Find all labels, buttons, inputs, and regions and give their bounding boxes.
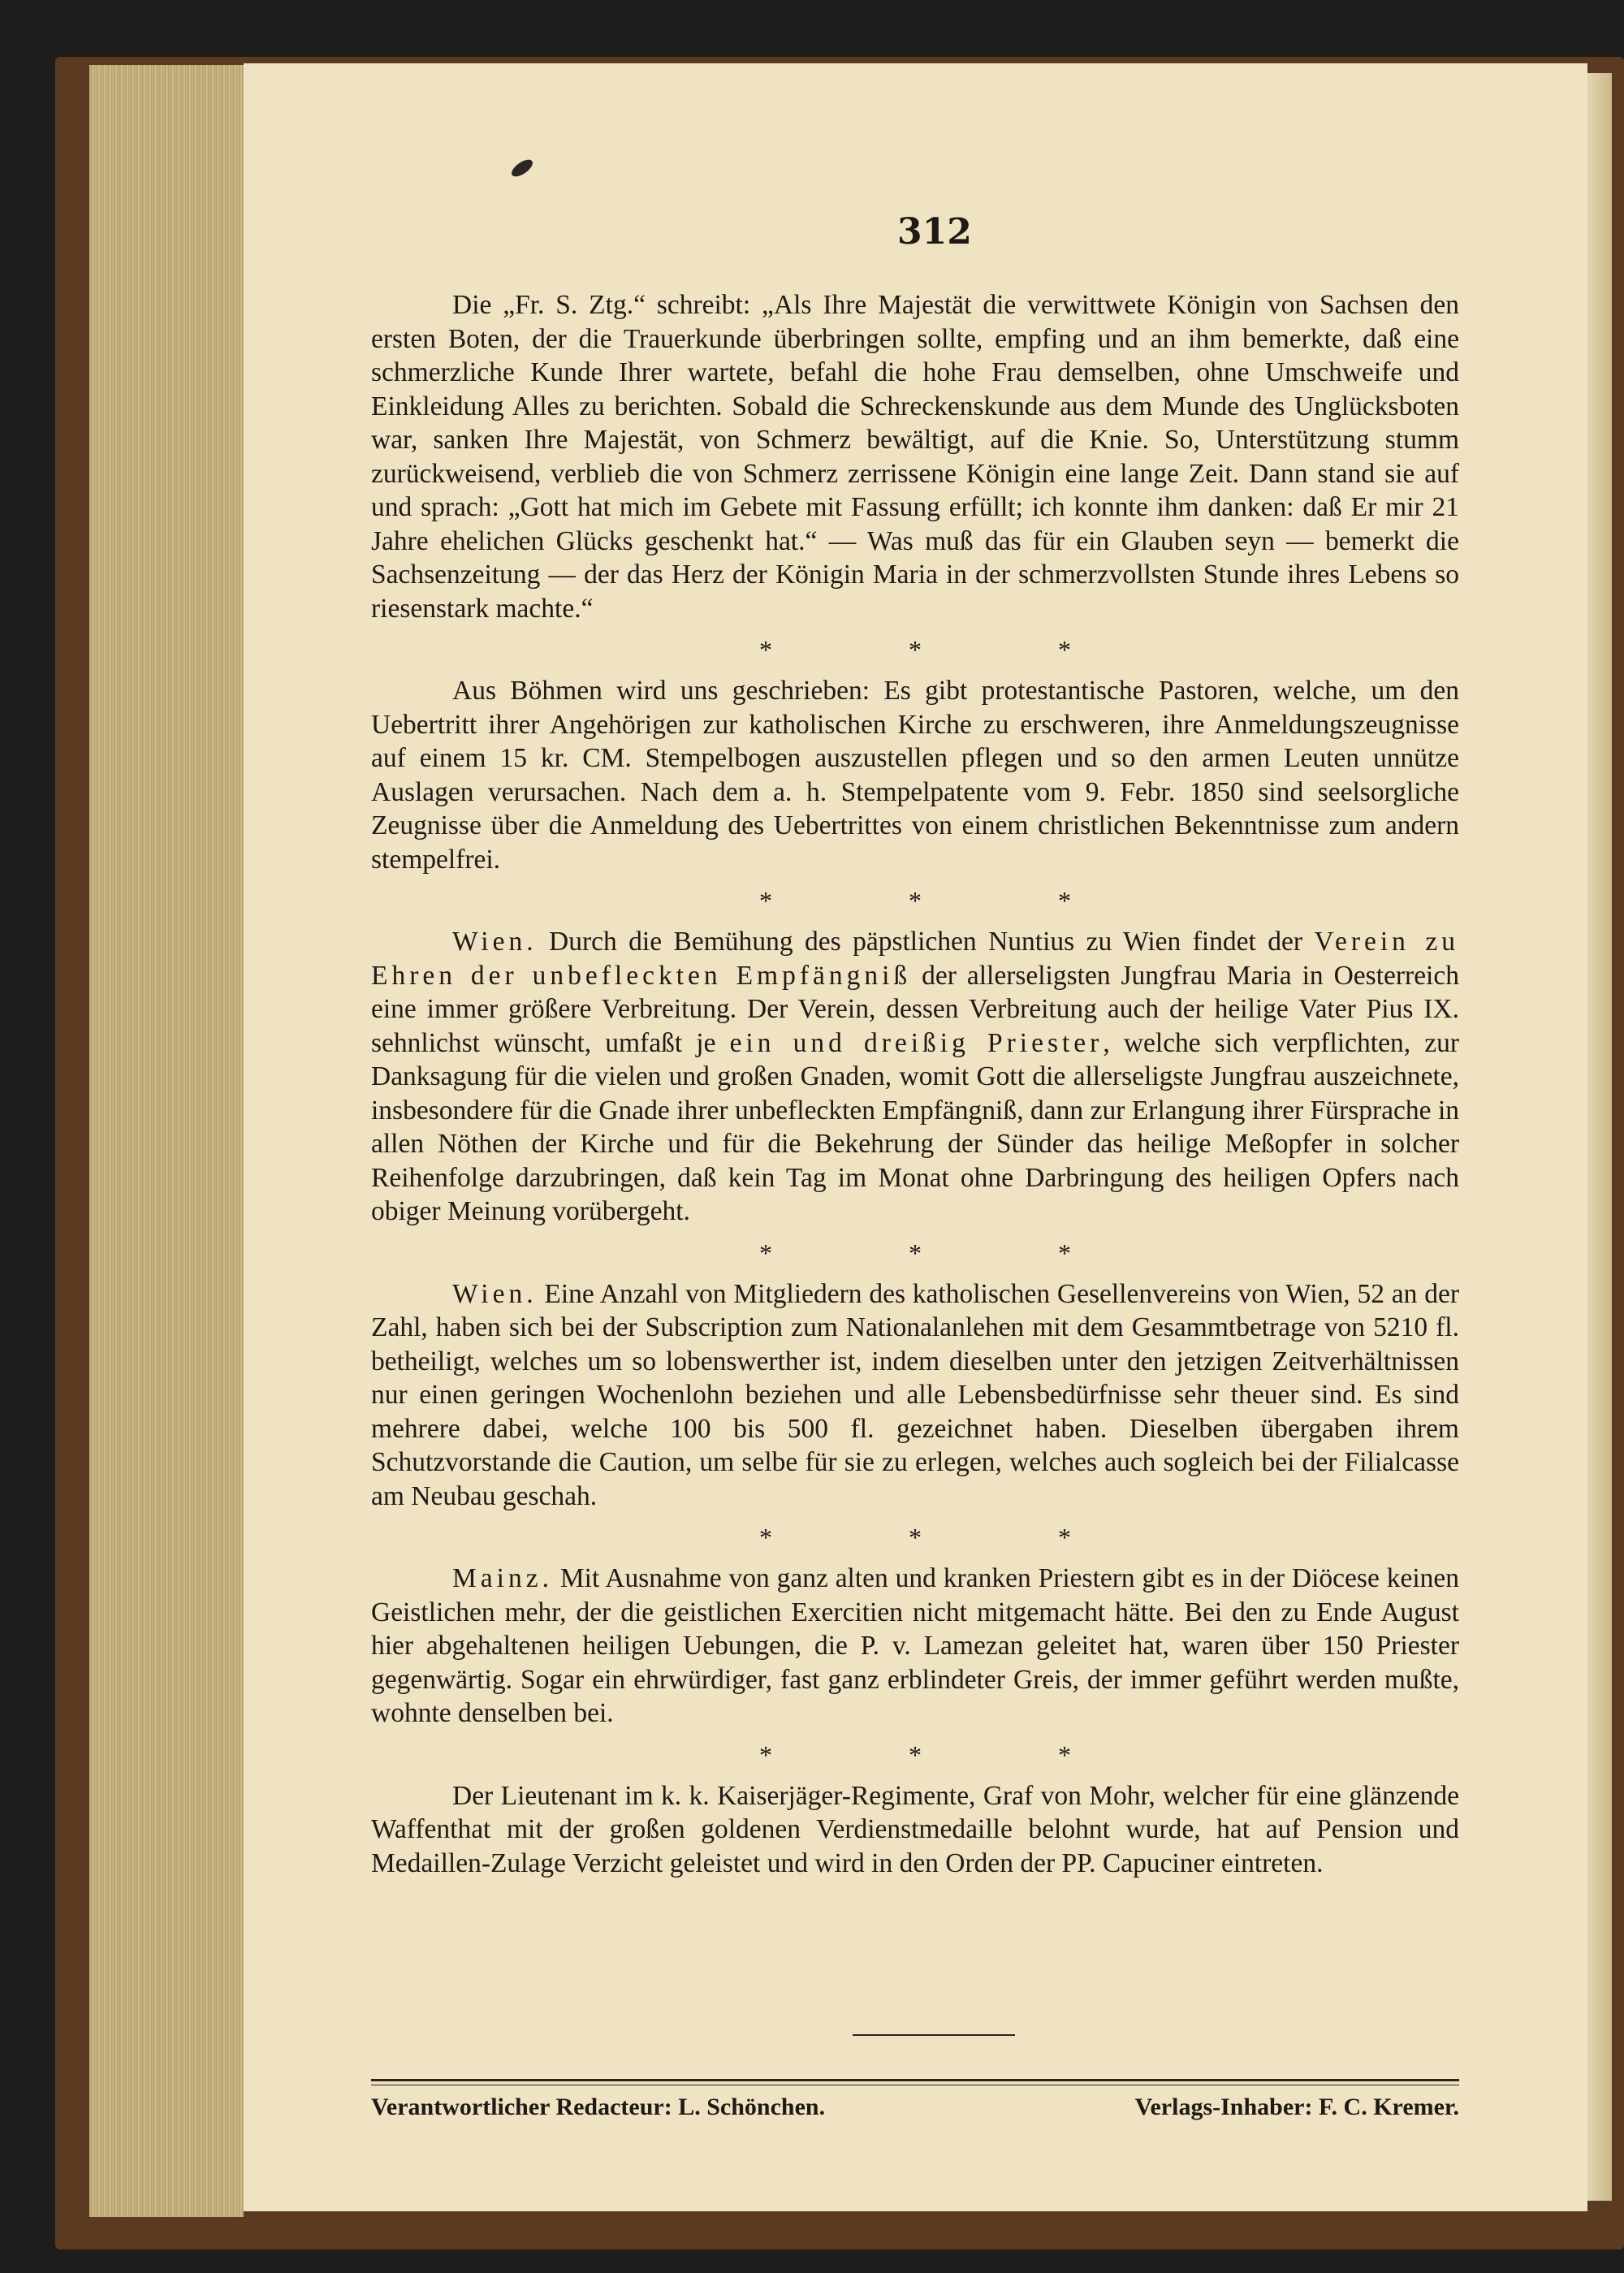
paragraph-text: Durch die Bemühung des päpstlichen Nuntius zu Wien findet der — [537, 927, 1315, 957]
body-text — [371, 288, 1459, 1880]
paragraph-lieutenant: Der Lieutenant im k. k. Kaiserjäger-Regimente, Graf von Mohr, welcher für eine glänzende Waffenthat mit der großen goldenen Verdienstmedaille belohnt wurde, hat auf Pension und Medaillen-Zulage Verzicht geleistet und wird in den Orden der PP. Capuciner eintreten. — [371, 1780, 1459, 1878]
place-lead: Mainz. — [452, 1563, 553, 1593]
paragraph-text: der allerseligsten Jungfrau Maria in Oesterreich eine immer größere Verbreitung. Der Verein, dessen Verbreitung auch der heilige Vater Pius IX. sehnlichst wünscht, umfaßt je — [371, 960, 1459, 1058]
end-rule — [853, 2034, 1015, 2036]
paragraph-text: Eine Anzahl von Mitgliedern des katholischen Gesellenvereins von Wien, 52 an der Zahl, haben sich bei der Subscription zum Nationalanlehen mit dem Gesammtbetrage von 5210 fl. betheiligt, welches um so lobenswerther ist, indem dieselben unter den jetzigen Zeitverhältnissen nur einen geringen Wochenlohn beziehen und alle Lebensbedürfnisse sehr theuer sind. Es sind mehrere dabei, welche 100 bis 500 fl. gezeichnet haben. Dieselben übergaben ihrem Schutzvorstande die Caution, um selbe für sie zu erlegen, welches auch sogleich bei der Filialcasse am Neubau geschah. — [371, 1278, 1459, 1511]
paragraph-mainz — [371, 1562, 1459, 1731]
page-number: 312 — [897, 211, 972, 253]
footer-publisher: Verlags-Inhaber: F. C. Kremer. — [1134, 2094, 1459, 2120]
footer-rule — [371, 2079, 1459, 2081]
place-lead: Wien. — [452, 927, 538, 957]
paragraph-saxony: Die „Fr. S. Ztg.“ schreibt: „Als Ihre Majestät die verwittwete Königin von Sachsen den ersten Boten, der die Trauerkunde überbringen sollte, empfing und an ihm bemerkte, daß eine schmerzliche Kunde Ihrer wartete, befahl die hohe Frau demselben, ohne Umschweife und Einkleidung Alles zu berichten. Sobald die Schreckenskunde aus dem Munde des Unglücksboten war, sanken Ihre Majestät, von Schmerz bewältigt, auf die Knie. So, Unterstützung stumm zurückweisend, verblieb die von Schmerz zerrissene Königin eine lange Zeit. Dann stand sie auf und sprach: „Gott hat mich im Gebete mit Fassung erfüllt; ich konnte ihm danken: daß Er mir 21 Jahre ehelichen Glücks geschenkt hat.“ — Was muß das für ein Glauben seyn — bemerkt die Sachsenzeitung — der das Herz der Königin Maria in der schmerzvollsten Stunde ihres Lebens so riesenstark machte.“ — [371, 290, 1459, 624]
paragraph-text: , welche sich verpflichten, zur Danksagung für die vielen und großen Gnaden, womit Gott die allerseligste Jungfrau auszeichnete, insbesondere für die Gnade ihrer unbefleckten Empfängniß, dann zur Erlangung ihrer Fürsprache in allen Nöthen der Kirche und für die Bekehrung der Sünder das heilige Meßopfer in solcher Reihenfolge darzubringen, daß kein Tag im Monat ohne Darbringung des heiligen Opfers nach obiger Meinung vorübergeht. — [371, 1027, 1459, 1226]
paragraph-text: Mit Ausnahme von ganz alten und kranken Priestern gibt es in der Diöcese keinen Geistlichen mehr, der die geistlichen Exercitien nicht mitgemacht hätte. Bei den zu Ende August hier abgehaltenen heiligen Uebungen, die P. v. Lamezan geleitet hat, waren über 150 Priester gegenwärtig. Sogar ein ehrwürdiger, fast ganz erblindeter Greis, der immer geführt werden mußte, wohnte denselben bei. — [371, 1563, 1459, 1728]
paragraph-wien-gesellenverein — [371, 1277, 1459, 1514]
separator: * * * — [759, 1238, 1136, 1268]
page-right-edge — [1587, 73, 1612, 2201]
spaced-emphasis: Verein zu Ehren der unbefleckten Empfängniß — [371, 927, 1459, 991]
place-lead: Wien. — [452, 1278, 538, 1309]
separator: * * * — [759, 1739, 1136, 1770]
separator: * * * — [759, 1523, 1136, 1552]
page-edges — [89, 65, 244, 2217]
paragraph-bohemia: Aus Böhmen wird uns geschrieben: Es gibt protestantische Pastoren, welche, um den Uebertritt ihrer Angehörigen zur katholischen Kirche zu erschweren, ihre Anmeldungszeugnisse auf einem 15 kr. CM. Stempelbogen auszustellen pflegen und so den armen Leuten unnütze Auslagen verursachen. Nach dem a. h. Stempelpatente vom 9. Febr. 1850 sind seelsorgliche Zeugnisse über die Anmeldung des Uebertrittes von einem christlichen Bekenntnisse zum andern stempelfrei. — [371, 676, 1459, 875]
separator: * * * — [759, 635, 1136, 664]
spaced-emphasis: ein und dreißig Priester — [729, 1027, 1104, 1058]
separator: * * * — [759, 886, 1136, 915]
paragraph-wien-verein — [371, 925, 1459, 1229]
footer-editor: Verantwortlicher Redacteur: L. Schönchen. — [371, 2094, 826, 2120]
